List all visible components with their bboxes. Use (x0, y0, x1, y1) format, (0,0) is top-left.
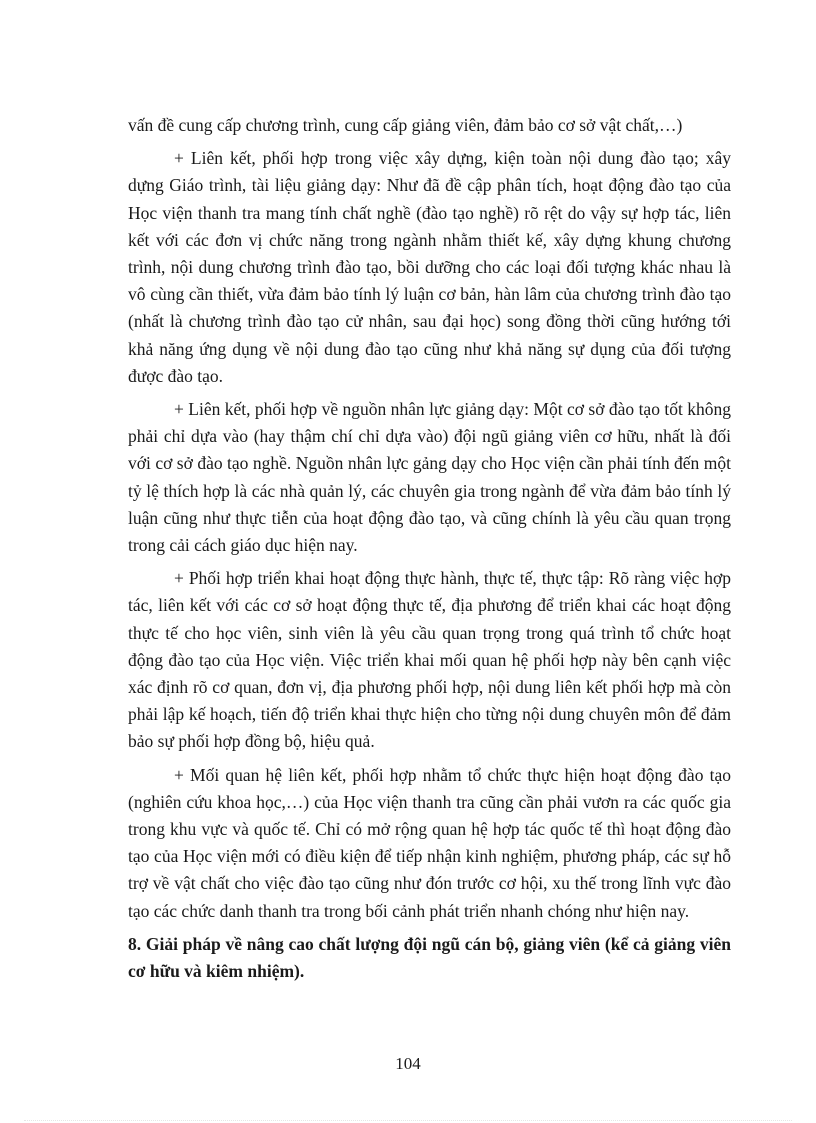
paragraph-continuation: vấn đề cung cấp chương trình, cung cấp giảng viên, đảm bảo cơ sở vật chất,…) (128, 115, 683, 135)
paragraph-international-cooperation: + Mối quan hệ liên kết, phối hợp nhằm tổ chức thực hiện hoạt động đào tạo (nghiên cứu khoa học,…) của Học viện thanh tra cũng cần phải vươn ra các quốc gia trong khu vực và quốc tế. Chỉ có mở rộng quan hệ hợp tác quốc tế thì hoạt động đào tạo của Học viện mới có điều kiện để tiếp nhận kinh nghiệm, phương pháp, các sự hỗ trợ về vật chất cho việc đào tạo cũng như đón trước cơ hội, xu thế trong lĩnh vực đào tạo các chức danh thanh tra trong bối cảnh phát triển nhanh chóng như hiện nay. (128, 764, 731, 921)
paragraph-curriculum-cooperation: + Liên kết, phối hợp trong việc xây dựng, kiện toàn nội dung đào tạo; xây dựng Giáo trình, tài liệu giảng dạy: Như đã đề cập phân tích, hoạt động đào tạo của Học viện thanh tra mang tính chất nghề (đào tạo nghề) rõ rệt do vậy sự hợp tác, liên kết với các đơn vị chức năng trong ngành nhằm thiết kế, xây dựng khung chương trình, nội dung chương trình đào tạo, bồi dưỡng cho các loại đối tượng khác nhau là vô cùng cần thiết, vừa đảm bảo tính lý luận cơ bản, hàn lâm của chương trình đào tạo (nhất là chương trình đào tạo cử nhân, sau đại học) song đồng thời cũng hướng tới khả năng ứng dụng về nội dung đào tạo cũng như khả năng sự dụng của đối tượng được đào tạo. (128, 148, 731, 386)
paragraph-teaching-staff-cooperation: + Liên kết, phối hợp về nguồn nhân lực giảng dạy: Một cơ sở đào tạo tốt không phải chỉ dựa vào (hay thậm chí chỉ dựa vào) đội ngũ giảng viên cơ hữu, nhất là đối với cơ sở đào tạo nghề. Nguồn nhân lực gảng dạy cho Học viện cần phải tính đến một tỷ lệ thích hợp là các nhà quản lý, các chuyên gia trong ngành để vừa đảm bảo tính lý luận cũng như thực tiễn của hoạt động đào tạo, và cũng chính là yêu cầu quan trọng trong cải cách giáo dục hiện nay. (128, 399, 731, 556)
paragraph-practical-training-cooperation: + Phối hợp triển khai hoạt động thực hành, thực tế, thực tập: Rõ ràng việc hợp tác, liên kết với các cơ sở hoạt động thực tế, địa phương để triển khai các hoạt động thực tế cho học viên, sinh viên là yêu cầu quan trọng trong quá trình tổ chức hoạt động đào tạo của Học viện. Việc triển khai mối quan hệ phối hợp này bên cạnh việc xác định rõ cơ quan, đơn vị, địa phương phối hợp, nội dung liên kết phối hợp mà còn phải lập kế hoạch, tiến độ triển khai thực hiện cho từng nội dung chuyên môn để đảm bảo sự phối hợp đồng bộ, hiệu quả. (128, 568, 731, 752)
page-content (128, 112, 731, 985)
section-heading: 8. Giải pháp về nâng cao chất lượng đội ngũ cán bộ, giảng viên (kể cả giảng viên cơ hữu và kiêm nhiệm). (128, 933, 731, 982)
page-bottom-divider (24, 1120, 792, 1121)
page-number: 104 (395, 1054, 421, 1073)
